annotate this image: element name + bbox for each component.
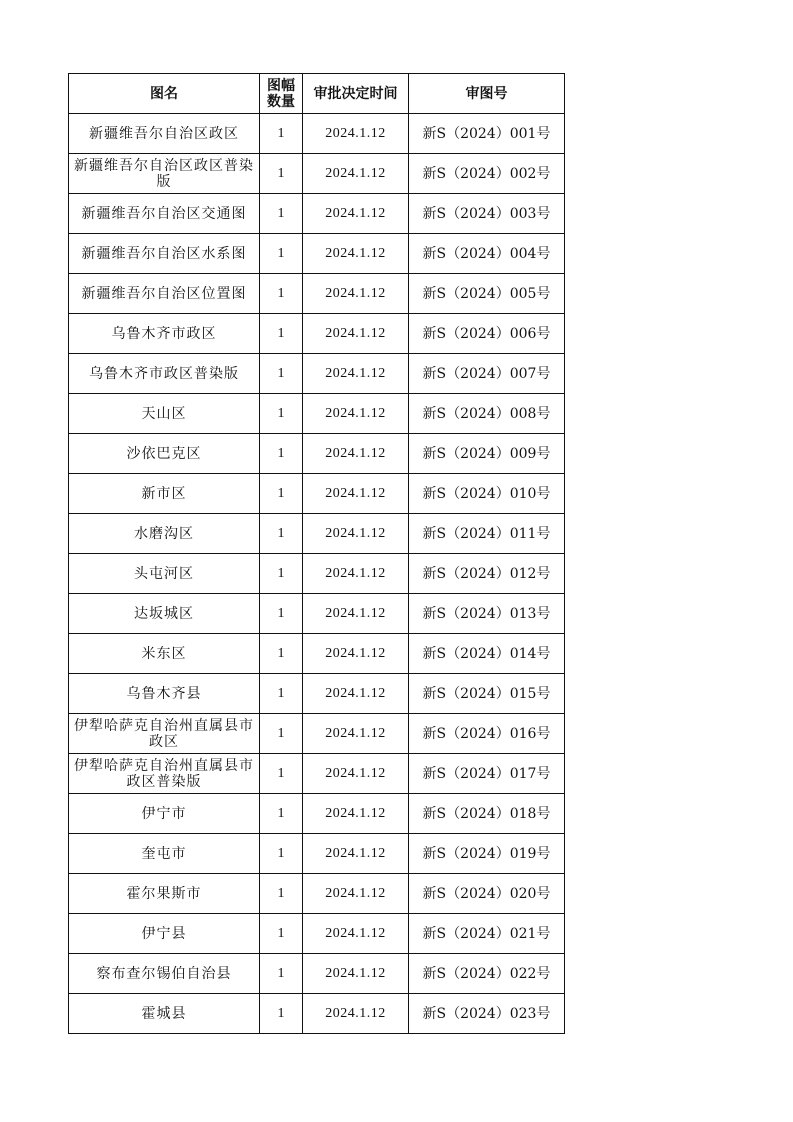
table-header bbox=[69, 74, 565, 114]
sheet-count-cell: 1 bbox=[260, 354, 303, 394]
map-name-cell: 伊宁县 bbox=[69, 914, 260, 954]
table-row bbox=[69, 954, 565, 994]
approval-code-cell: 新S（2024）021号 bbox=[409, 914, 565, 954]
table-row bbox=[69, 794, 565, 834]
sheet-count-cell: 1 bbox=[260, 794, 303, 834]
header-sheet-count: 图幅数量 bbox=[260, 74, 303, 114]
sheet-count-cell: 1 bbox=[260, 434, 303, 474]
table-row bbox=[69, 114, 565, 154]
approval-date-cell: 2024.1.12 bbox=[303, 274, 409, 314]
header-row bbox=[69, 74, 565, 114]
table-row bbox=[69, 274, 565, 314]
sheet-count-cell: 1 bbox=[260, 474, 303, 514]
approval-date-cell: 2024.1.12 bbox=[303, 234, 409, 274]
approval-code-cell: 新S（2024）018号 bbox=[409, 794, 565, 834]
approval-date-cell: 2024.1.12 bbox=[303, 594, 409, 634]
table-row bbox=[69, 234, 565, 274]
map-name-cell: 奎屯市 bbox=[69, 834, 260, 874]
map-name-cell: 伊犁哈萨克自治州直属县市政区 bbox=[69, 714, 260, 754]
map-name-cell: 头屯河区 bbox=[69, 554, 260, 594]
table-row bbox=[69, 554, 565, 594]
sheet-count-cell: 1 bbox=[260, 554, 303, 594]
table-row bbox=[69, 914, 565, 954]
table-row bbox=[69, 594, 565, 634]
sheet-count-cell: 1 bbox=[260, 834, 303, 874]
approval-date-cell: 2024.1.12 bbox=[303, 634, 409, 674]
table-row bbox=[69, 434, 565, 474]
map-name-cell: 霍尔果斯市 bbox=[69, 874, 260, 914]
approval-code-cell: 新S（2024）007号 bbox=[409, 354, 565, 394]
approval-code-cell: 新S（2024）014号 bbox=[409, 634, 565, 674]
approval-date-cell: 2024.1.12 bbox=[303, 394, 409, 434]
approval-date-cell: 2024.1.12 bbox=[303, 194, 409, 234]
sheet-count-cell: 1 bbox=[260, 234, 303, 274]
table-row bbox=[69, 314, 565, 354]
table-row bbox=[69, 634, 565, 674]
approval-date-cell: 2024.1.12 bbox=[303, 994, 409, 1034]
approval-date-cell: 2024.1.12 bbox=[303, 794, 409, 834]
header-approval-date: 审批决定时间 bbox=[303, 74, 409, 114]
map-name-cell: 伊犁哈萨克自治州直属县市政区普染版 bbox=[69, 754, 260, 794]
sheet-count-cell: 1 bbox=[260, 754, 303, 794]
approval-code-cell: 新S（2024）010号 bbox=[409, 474, 565, 514]
map-name-cell: 新疆维吾尔自治区政区 bbox=[69, 114, 260, 154]
sheet-count-cell: 1 bbox=[260, 594, 303, 634]
sheet-count-cell: 1 bbox=[260, 714, 303, 754]
table-row bbox=[69, 394, 565, 434]
map-name-cell: 水磨沟区 bbox=[69, 514, 260, 554]
sheet-count-cell: 1 bbox=[260, 394, 303, 434]
map-name-cell: 乌鲁木齐市政区 bbox=[69, 314, 260, 354]
header-map-name: 图名 bbox=[69, 74, 260, 114]
approval-code-cell: 新S（2024）009号 bbox=[409, 434, 565, 474]
table-row bbox=[69, 514, 565, 554]
approval-code-cell: 新S（2024）001号 bbox=[409, 114, 565, 154]
approval-date-cell: 2024.1.12 bbox=[303, 114, 409, 154]
approval-code-cell: 新S（2024）011号 bbox=[409, 514, 565, 554]
approval-code-cell: 新S（2024）023号 bbox=[409, 994, 565, 1034]
sheet-count-cell: 1 bbox=[260, 114, 303, 154]
sheet-count-cell: 1 bbox=[260, 634, 303, 674]
table-row bbox=[69, 474, 565, 514]
approval-code-cell: 新S（2024）020号 bbox=[409, 874, 565, 914]
approval-date-cell: 2024.1.12 bbox=[303, 754, 409, 794]
sheet-count-cell: 1 bbox=[260, 514, 303, 554]
map-name-cell: 霍城县 bbox=[69, 994, 260, 1034]
approval-date-cell: 2024.1.12 bbox=[303, 674, 409, 714]
table-row bbox=[69, 714, 565, 754]
approval-date-cell: 2024.1.12 bbox=[303, 314, 409, 354]
approval-code-cell: 新S（2024）005号 bbox=[409, 274, 565, 314]
approval-date-cell: 2024.1.12 bbox=[303, 514, 409, 554]
map-name-cell: 新疆维吾尔自治区位置图 bbox=[69, 274, 260, 314]
approval-date-cell: 2024.1.12 bbox=[303, 154, 409, 194]
approval-code-cell: 新S（2024）019号 bbox=[409, 834, 565, 874]
map-name-cell: 乌鲁木齐市政区普染版 bbox=[69, 354, 260, 394]
approval-date-cell: 2024.1.12 bbox=[303, 554, 409, 594]
approval-code-cell: 新S（2024）008号 bbox=[409, 394, 565, 434]
approval-code-cell: 新S（2024）002号 bbox=[409, 154, 565, 194]
sheet-count-cell: 1 bbox=[260, 154, 303, 194]
sheet-count-cell: 1 bbox=[260, 914, 303, 954]
table-row bbox=[69, 194, 565, 234]
table-row bbox=[69, 154, 565, 194]
approval-table bbox=[68, 73, 565, 1034]
sheet-count-cell: 1 bbox=[260, 954, 303, 994]
approval-code-cell: 新S（2024）017号 bbox=[409, 754, 565, 794]
approval-code-cell: 新S（2024）004号 bbox=[409, 234, 565, 274]
approval-code-cell: 新S（2024）006号 bbox=[409, 314, 565, 354]
approval-date-cell: 2024.1.12 bbox=[303, 714, 409, 754]
approval-date-cell: 2024.1.12 bbox=[303, 434, 409, 474]
map-name-cell: 米东区 bbox=[69, 634, 260, 674]
header-approval-code: 审图号 bbox=[409, 74, 565, 114]
table-row bbox=[69, 834, 565, 874]
sheet-count-cell: 1 bbox=[260, 994, 303, 1034]
approval-code-cell: 新S（2024）022号 bbox=[409, 954, 565, 994]
map-name-cell: 沙依巴克区 bbox=[69, 434, 260, 474]
map-name-cell: 新疆维吾尔自治区政区普染版 bbox=[69, 154, 260, 194]
approval-code-cell: 新S（2024）013号 bbox=[409, 594, 565, 634]
map-name-cell: 伊宁市 bbox=[69, 794, 260, 834]
approval-date-cell: 2024.1.12 bbox=[303, 874, 409, 914]
approval-date-cell: 2024.1.12 bbox=[303, 354, 409, 394]
table-row bbox=[69, 874, 565, 914]
approval-date-cell: 2024.1.12 bbox=[303, 474, 409, 514]
map-name-cell: 新市区 bbox=[69, 474, 260, 514]
sheet-count-cell: 1 bbox=[260, 314, 303, 354]
table-row bbox=[69, 994, 565, 1034]
table-row bbox=[69, 754, 565, 794]
sheet-count-cell: 1 bbox=[260, 194, 303, 234]
approval-date-cell: 2024.1.12 bbox=[303, 834, 409, 874]
table-row bbox=[69, 354, 565, 394]
map-name-cell: 达坂城区 bbox=[69, 594, 260, 634]
sheet-count-cell: 1 bbox=[260, 674, 303, 714]
sheet-count-cell: 1 bbox=[260, 274, 303, 314]
map-name-cell: 天山区 bbox=[69, 394, 260, 434]
approval-date-cell: 2024.1.12 bbox=[303, 914, 409, 954]
map-name-cell: 察布查尔锡伯自治县 bbox=[69, 954, 260, 994]
table-body bbox=[69, 114, 565, 1034]
approval-date-cell: 2024.1.12 bbox=[303, 954, 409, 994]
approval-code-cell: 新S（2024）012号 bbox=[409, 554, 565, 594]
map-name-cell: 新疆维吾尔自治区水系图 bbox=[69, 234, 260, 274]
map-name-cell: 乌鲁木齐县 bbox=[69, 674, 260, 714]
approval-code-cell: 新S（2024）016号 bbox=[409, 714, 565, 754]
sheet-count-cell: 1 bbox=[260, 874, 303, 914]
approval-code-cell: 新S（2024）015号 bbox=[409, 674, 565, 714]
table-row bbox=[69, 674, 565, 714]
map-name-cell: 新疆维吾尔自治区交通图 bbox=[69, 194, 260, 234]
approval-code-cell: 新S（2024）003号 bbox=[409, 194, 565, 234]
